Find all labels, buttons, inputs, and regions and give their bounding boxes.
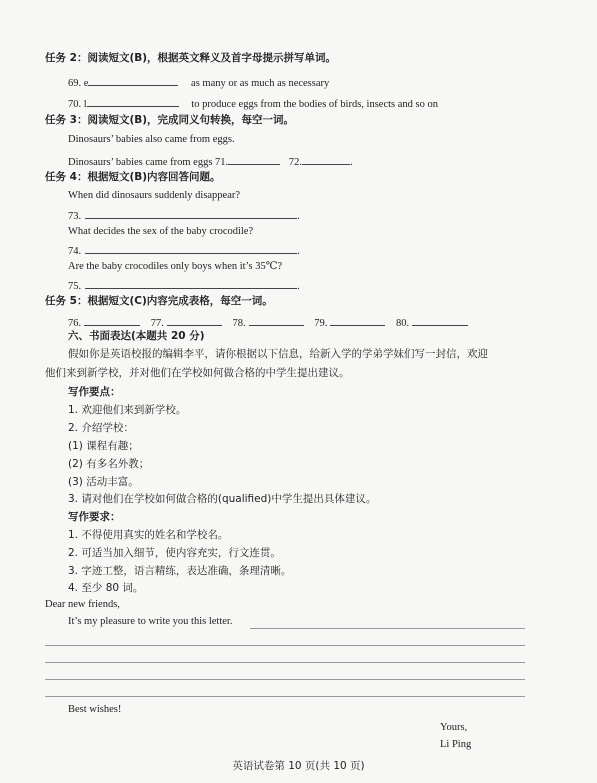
requirement-2: 2. 可适当加入细节，使内容充实，行文连贯。 [68,547,281,559]
q77-number: 77. [150,318,164,329]
q74-number: 74. [68,246,82,257]
task4-heading: 任务 4：根据短文(B)内容回答问题。 [45,171,221,183]
question-69 [68,74,329,91]
q74-blank[interactable] [85,242,297,254]
letter-signature: Li Ping [440,739,472,750]
q72-blank[interactable] [302,153,350,165]
q78-number: 78. [232,318,246,329]
q76-number: 76. [68,318,82,329]
q70-definition: to produce eggs from the bodies of birds, insects and so on [191,99,439,110]
answer-73: 73. . [68,207,300,224]
requirement-3: 3. 字迹工整，语言精练，表达准确，条理清晰。 [68,565,292,577]
q71-number: Dinosaurs’ babies came from eggs 71. [68,157,229,168]
answer-74: 74. . [68,242,300,259]
q77-blank[interactable] [167,314,222,326]
task3-heading: 任务 3：阅读短文(B)，完成同义句转换，每空一词。 [45,114,295,126]
writing-line-4[interactable] [45,679,525,680]
question-70 [68,95,438,112]
q75-blank[interactable] [85,277,297,289]
task4-question-1: When did dinosaurs suddenly disappear? [68,190,241,201]
letter-greeting: Dear new friends, [45,599,120,610]
q70-number: 70. l [68,99,87,110]
writing-line-3[interactable] [45,662,525,663]
q76-blank[interactable] [84,314,140,326]
q72-number: 72. [288,157,302,168]
task5-heading: 任务 5：根据短文(C)内容完成表格，每空一词。 [45,295,273,307]
q69-number: 69. e [68,78,89,89]
q78-blank[interactable] [249,314,304,326]
point-1: 1. 欢迎他们来到新学校。 [68,404,187,416]
point-2c: (3) 活动丰富。 [68,476,139,488]
letter-opening: It’s my pleasure to write you this letter. [68,616,233,627]
answer-75: 75. . [68,277,300,294]
q80-blank[interactable] [412,314,468,326]
page-footer: 英语试卷第 10 页(共 10 页) [232,760,365,772]
point-2b: (2) 有多名外教； [68,458,150,470]
q73-blank[interactable] [85,207,297,219]
section6-heading: 六、书面表达(本题共 20 分) [68,330,205,342]
task2-heading: 任务 2：阅读短文(B)，根据英文释义及首字母提示拼写单词。 [45,52,337,64]
point-2: 2. 介绍学校： [68,422,134,434]
q79-number: 79. [314,318,328,329]
letter-closing: Best wishes! [68,704,122,715]
requirement-1: 1. 不得使用真实的姓名和学校名。 [68,529,229,541]
writing-line-5[interactable] [45,696,525,697]
q69-blank[interactable] [88,74,178,86]
task3-rewrite: Dinosaurs’ babies came from eggs 71. 72. . [68,153,353,170]
q80-number: 80. [396,318,410,329]
section6-intro-2: 他们来到新学校，并对他们在学校如何做合格的中学生提出建议。 [45,367,350,379]
q73-number: 73. [68,211,82,222]
section6-intro-1: 假如你是英语校报的编辑李平，请你根据以下信息，给新入学的学弟学妹们写一封信，欢迎 [68,348,488,360]
q79-blank[interactable] [330,314,385,326]
task4-question-2: What decides the sex of the baby crocodile? [68,226,254,237]
task4-question-3: Are the baby crocodiles only boys when it’s 35℃? [68,261,283,272]
writing-line-2[interactable] [45,645,525,646]
q71-blank[interactable] [228,153,280,165]
writing-points-title: 写作要点： [68,386,121,398]
q69-definition: as many or as much as necessary [191,78,330,89]
requirement-4: 4. 至少 80 词。 [68,582,144,594]
point-3: 3. 请对他们在学校如何做合格的(qualified)中学生提出具体建议。 [68,493,377,505]
writing-line-1[interactable] [250,628,525,629]
q70-blank[interactable] [87,95,179,107]
writing-requirements-title: 写作要求： [68,511,121,523]
task3-sentence: Dinosaurs’ babies also came from eggs. [68,134,235,145]
q75-number: 75. [68,281,82,292]
letter-yours: Yours, [440,722,468,733]
point-2a: (1) 课程有趣； [68,440,139,452]
